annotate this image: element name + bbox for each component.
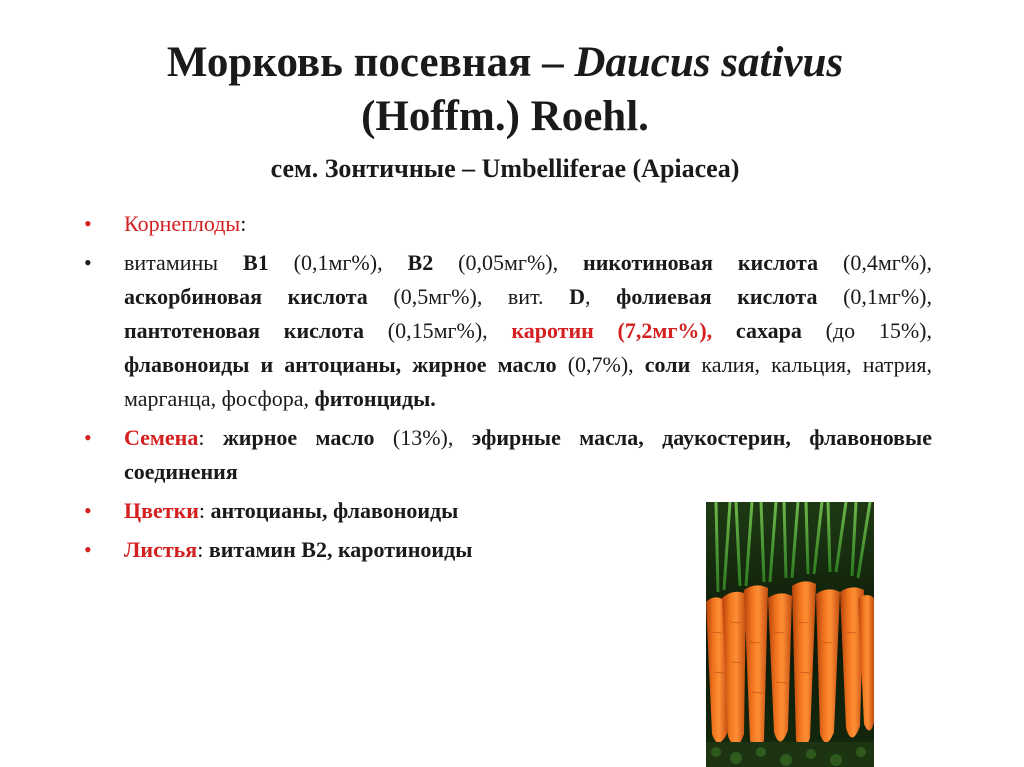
slide-subtitle: сем. Зонтичные – Umbelliferae (Apiacea) <box>270 154 740 183</box>
bullet: • <box>84 250 92 275</box>
leaves-label: Листья <box>124 537 198 562</box>
text: (до 15%), <box>801 318 932 343</box>
text: (0,4мг%), <box>818 250 932 275</box>
list-item-vitamins <box>80 246 932 416</box>
text: (0,15мг%), <box>364 318 512 343</box>
bullet: • <box>84 425 92 450</box>
text <box>712 318 736 343</box>
text: : <box>197 537 209 562</box>
text: : <box>198 498 211 523</box>
text: жирное масло <box>222 425 375 450</box>
text: соли <box>644 352 691 377</box>
text: пантотеновая кислота <box>124 318 365 343</box>
text: B1 <box>243 250 269 275</box>
roots-colon: : <box>240 211 247 236</box>
carotene-text: каротин (7,2мг%), <box>511 318 713 343</box>
slide-title <box>0 36 1010 144</box>
title-author: (Hoffm.) Roehl. <box>361 93 649 140</box>
list-item-seeds <box>80 421 932 489</box>
list-item-roots <box>80 207 932 241</box>
text: (0,7%), <box>556 352 645 377</box>
title-plain: Морковь посевная – <box>166 39 575 86</box>
text: фолиевая кислота <box>616 284 818 309</box>
text: антоцианы, флавоноиды <box>210 498 459 523</box>
text: (0,05мг%), <box>433 250 584 275</box>
text: витамины <box>124 250 244 275</box>
text: аскорбиновая кислота <box>124 284 368 309</box>
bullet: • <box>84 537 92 562</box>
title-latin-name: Daucus sativus <box>574 39 844 86</box>
flowers-label: Цветки <box>124 498 199 523</box>
text: (0,1мг%), <box>817 284 932 309</box>
text: (0,1мг%), <box>268 250 408 275</box>
text: сахара <box>735 318 802 343</box>
bullet: • <box>84 211 92 236</box>
text: никотиновая кислота <box>583 250 819 275</box>
text: эфирные масла, даукостерин, флавоновые соединения <box>124 425 932 484</box>
text: : <box>198 425 223 450</box>
text: флавоноиды и антоцианы, жирное масло <box>124 352 557 377</box>
text: , <box>585 284 617 309</box>
text: фитонциды. <box>314 386 436 411</box>
text: (0,5мг%), вит. <box>367 284 570 309</box>
text: B2 <box>407 250 434 275</box>
text: D <box>569 284 586 309</box>
text: витамин B2, каротиноиды <box>208 537 473 562</box>
bullet: • <box>84 498 92 523</box>
roots-label: Корнеплоды <box>124 211 241 236</box>
text: калия, кальция, натрия, марганца, фосфора, <box>124 352 932 411</box>
seeds-label: Семена <box>124 425 199 450</box>
carrot-photo <box>706 502 874 767</box>
text: (13%), <box>374 425 472 450</box>
